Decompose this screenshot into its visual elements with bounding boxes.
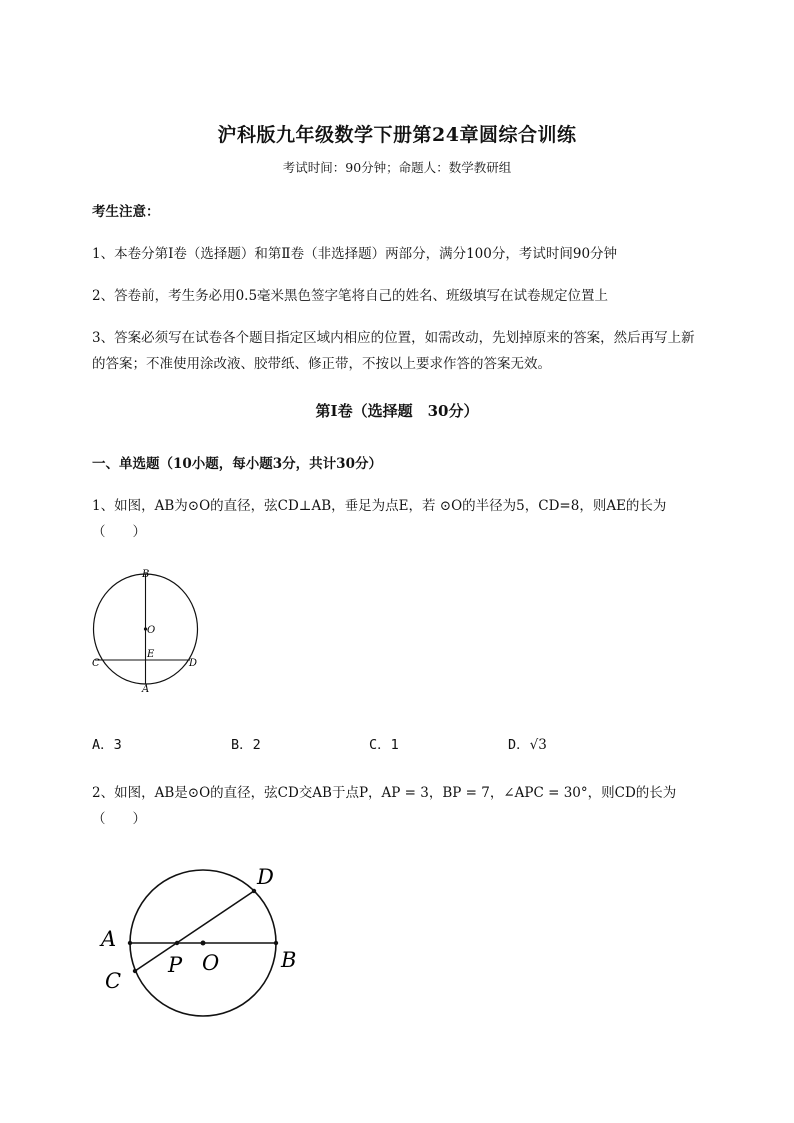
label-d: D: [257, 865, 274, 889]
option-b: B．2: [231, 737, 261, 753]
question-2-figure: [96, 860, 316, 1025]
question-2-blank: （ ）: [92, 811, 146, 827]
page-title: 沪科版九年级数学下册第24章圆综合训练: [217, 124, 577, 146]
notice-item-3-cont: 的答案；不准使用涂改液、胶带纸、修正带，不按以上要求作答的答案无效。: [92, 356, 551, 372]
notice-item-3: 3、答案必须写在试卷各个题目指定区域内相应的位置，如需改动，先划掉原来的答案，然后再写上新: [92, 330, 695, 346]
question-2-stem: 2、如图，AB是⊙O的直径，弦CD交AB于点P，AP = 3，BP = 7，∠APC = 30°，则CD的长为: [92, 785, 677, 801]
label-a: A: [142, 684, 150, 695]
center-dot: [201, 941, 206, 946]
chord-cd: [135, 891, 254, 971]
point-d: [252, 889, 256, 893]
point-p: [175, 941, 179, 945]
label-p: P: [168, 953, 183, 977]
label-d: D: [189, 658, 198, 669]
notice-item-1: 1、本卷分第I卷（选择题）和第Ⅱ卷（非选择题）两部分，满分100分，考试时间90分钟: [92, 246, 618, 262]
label-o: O: [147, 625, 156, 636]
point-c: [133, 969, 137, 973]
notice-heading: 考生注意：: [92, 204, 160, 220]
label-b: B: [281, 948, 297, 972]
option-d-label: D．: [508, 737, 530, 753]
option-d-value: √3: [529, 737, 547, 753]
notice-item-2: 2、答卷前，考生务必用0.5毫米黑色签字笔将自己的姓名、班级填写在试卷规定位置上: [92, 288, 609, 304]
label-e: E: [147, 649, 155, 660]
part-heading: 一、单选题（10小题，每小题3分，共计30分）: [92, 456, 382, 472]
label-c: C: [92, 658, 100, 669]
option-c: C．1: [369, 737, 399, 753]
point-b: [274, 941, 278, 945]
point-a: [128, 941, 132, 945]
question-1-stem: 1、如图，AB为⊙O的直径，弦CD⊥AB，垂足为点E，若 ⊙O的半径为5，CD=8，则AE的长为: [92, 498, 667, 514]
question-1-figure: [86, 566, 210, 696]
label-c: C: [105, 969, 122, 993]
section-title: 第I卷（选择题 30分）: [315, 402, 479, 420]
label-o: O: [202, 951, 220, 975]
question-1-blank: （ ）: [92, 524, 146, 540]
label-a: A: [101, 927, 117, 951]
option-d: [508, 733, 547, 753]
exam-info: 考试时间：90分钟；命题人：数学教研组: [282, 160, 512, 175]
label-b: B: [142, 569, 150, 580]
option-a: A．3: [92, 737, 122, 753]
